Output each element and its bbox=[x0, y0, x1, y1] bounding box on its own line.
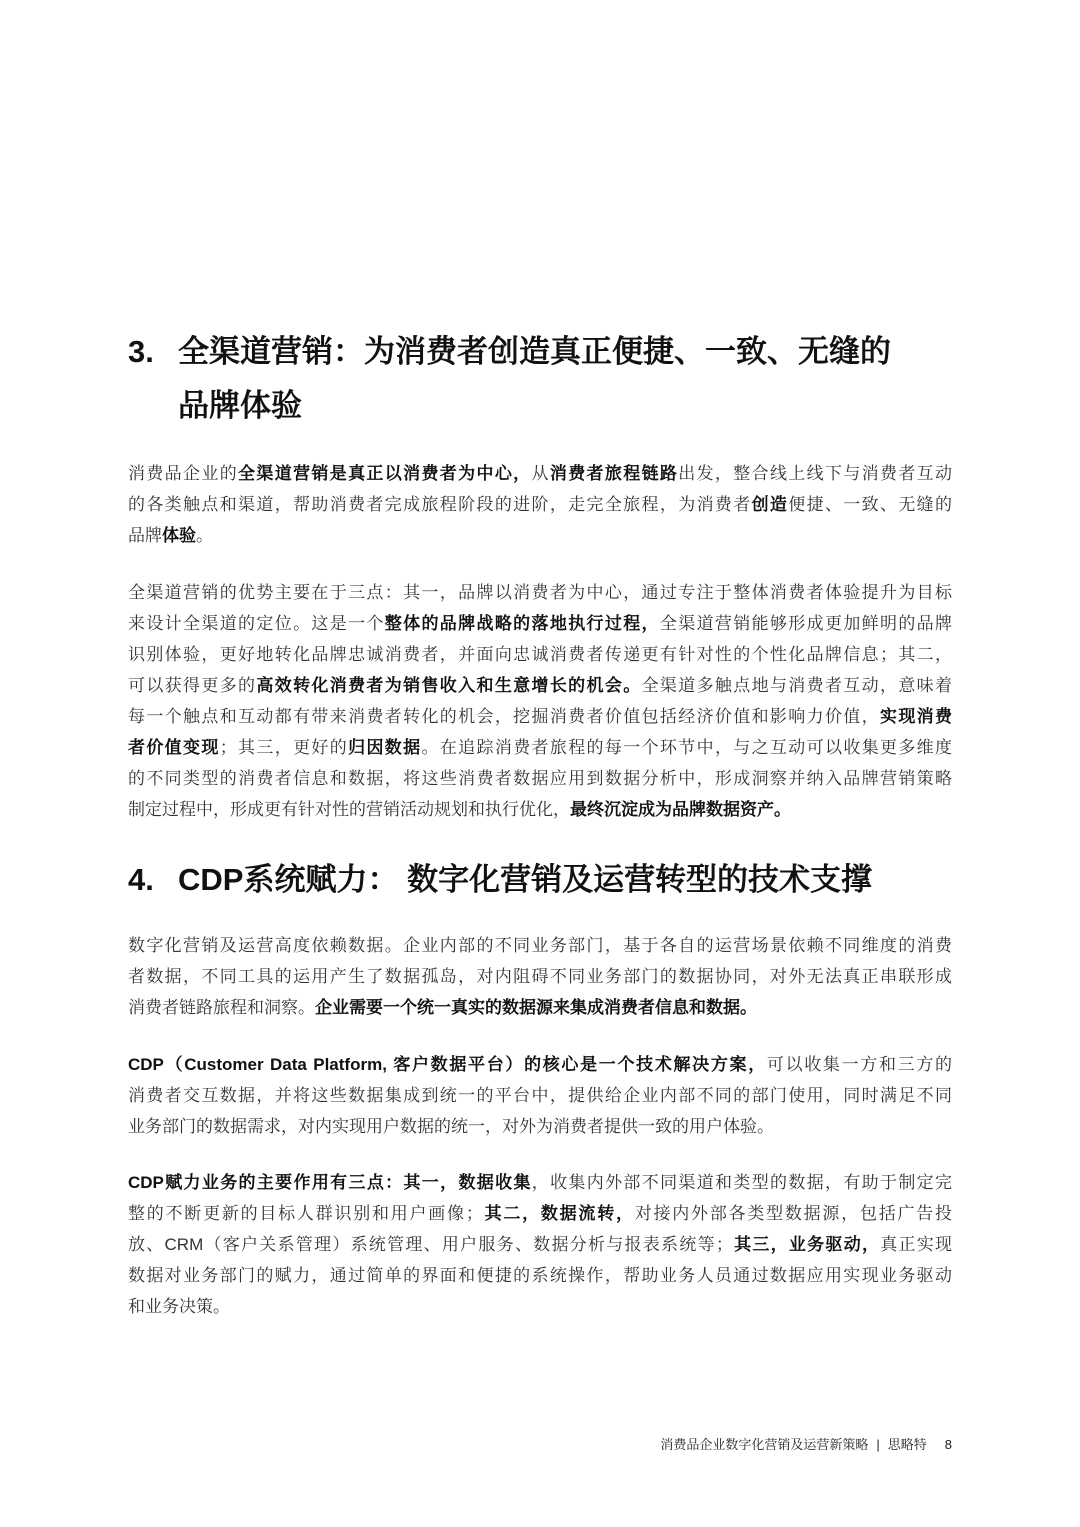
text: 全渠道营销能够形成更加鲜明的品牌 bbox=[659, 614, 953, 633]
text-line bbox=[128, 608, 952, 639]
paragraph-cdp-definition bbox=[128, 1049, 952, 1142]
bold-text: 归因数据 bbox=[348, 738, 422, 757]
bold-text: CDP（Customer Data Platform, 客户数据平台）的核心是一个技术解决方案， bbox=[128, 1055, 767, 1074]
text: 消费者交互数据，并将这些数据集成到统一的平台中，提供给企业内部不同的部门使用，同时满足不同 bbox=[128, 1086, 952, 1105]
bold-text: 其二，数据流转， bbox=[482, 1204, 635, 1223]
text: 者数据，不同工具的运用产生了数据孤岛，对内阻碍不同业务部门的数据协同，对外无法真正串联形成 bbox=[128, 967, 952, 986]
text-line bbox=[128, 961, 952, 992]
text-line bbox=[128, 794, 952, 825]
page-number: 8 bbox=[944, 1437, 952, 1452]
text: 的各类触点和渠道，帮助消费者完成旅程阶段的进阶，走完全旅程，为消费者 bbox=[128, 495, 752, 514]
bold-text: 者价值变现 bbox=[128, 738, 220, 757]
text: 。在追踪消费者旅程的每一个环节中，与之互动可以收集更多维度 bbox=[421, 738, 953, 757]
section-4-number: 4. bbox=[128, 862, 154, 897]
text: 业务部门的数据需求，对内实现用户数据的统一，对外为消费者提供一致的用户体验。 bbox=[128, 1117, 774, 1136]
bold-text: 实现消费 bbox=[879, 707, 953, 726]
text-line bbox=[128, 577, 952, 608]
bold-text: 最终沉淀成为品牌数据资产。 bbox=[570, 800, 791, 819]
text: ；其三，更好的 bbox=[219, 738, 349, 757]
paragraph-cdp-functions bbox=[128, 1167, 952, 1322]
bold-text: 高效转化消费者为销售收入和生意增长的机会。 bbox=[256, 676, 642, 695]
text-line bbox=[128, 992, 952, 1023]
bold-text: 消费者旅程链路 bbox=[549, 464, 679, 483]
text-line bbox=[128, 458, 952, 489]
text-line bbox=[128, 930, 952, 961]
bold-text: CDP赋力业务的主要作用有三点：其一，数据收集 bbox=[128, 1173, 532, 1192]
text: 。 bbox=[196, 526, 213, 545]
text: 数字化营销及运营高度依赖数据。企业内部的不同业务部门，基于各自的运营场景依赖不同维度的消费 bbox=[128, 936, 952, 955]
footer-separator: | bbox=[876, 1437, 880, 1452]
section-4-title: CDP系统赋力： 数字化营销及运营转型的技术支撑 bbox=[178, 862, 873, 897]
paragraph-omnichannel-intro bbox=[128, 458, 952, 551]
text-line bbox=[128, 489, 952, 520]
bold-text: 创造 bbox=[751, 495, 789, 514]
text: 的不同类型的消费者信息和数据，将这些消费者数据应用到数据分析中，形成洞察并纳入品牌营销策略 bbox=[128, 769, 952, 788]
text: 可以获得更多的 bbox=[128, 676, 257, 695]
section-3-heading-line2: 品牌体验 bbox=[178, 388, 302, 423]
section-3-title-line1: 全渠道营销：为消费者创造真正便捷、一致、无缝的 bbox=[178, 334, 891, 369]
text: 数据对业务部门的赋力，通过简单的界面和便捷的系统操作，帮助业务人员通过数据应用实现业务驱动 bbox=[128, 1266, 952, 1285]
text: 识别体验，更好地转化品牌忠诚消费者，并面向忠诚消费者传递更有针对性的个性化品牌信息；其二， bbox=[128, 645, 952, 664]
section-3-number: 3. bbox=[128, 334, 154, 369]
bold-text: 全渠道营销是真正以消费者为中心， bbox=[238, 464, 532, 483]
text-line bbox=[128, 701, 952, 732]
bold-text: 其三，业务驱动， bbox=[732, 1235, 881, 1254]
text: 便捷、一致、无缝的 bbox=[788, 495, 953, 514]
text-line bbox=[128, 1291, 952, 1322]
text: 整的不断更新的目标人群识别和用户画像； bbox=[128, 1204, 483, 1223]
text: 每一个触点和互动都有带来消费者转化的机会，挖掘消费者价值包括经济价值和影响力价值， bbox=[128, 707, 880, 726]
text: 全渠道多触点地与消费者互动，意味着 bbox=[641, 676, 953, 695]
text: 放、CRM（客户关系管理）系统管理、用户服务、数据分析与报表系统等； bbox=[128, 1235, 733, 1254]
text: 消费者链路旅程和洞察。 bbox=[128, 998, 315, 1017]
page-footer bbox=[660, 1434, 952, 1453]
footer-doc-title: 消费品企业数字化营销及运营新策略 bbox=[660, 1437, 869, 1452]
footer-publisher: 思略特 bbox=[887, 1437, 927, 1452]
text-line bbox=[128, 1260, 952, 1291]
text: 消费品企业的 bbox=[128, 464, 239, 483]
bold-text: 整体的品牌战略的落地执行过程， bbox=[384, 614, 660, 633]
text-line bbox=[128, 520, 952, 551]
text: 品牌 bbox=[128, 526, 162, 545]
text-line bbox=[128, 1167, 952, 1198]
text: 全渠道营销的优势主要在于三点：其一，品牌以消费者为中心，通过专注于整体消费者体验提升为目标 bbox=[128, 583, 952, 602]
text: 来设计全渠道的定位。这是一个 bbox=[128, 614, 385, 633]
text: 出发，整合线上线下与消费者互动 bbox=[678, 464, 953, 483]
text-line bbox=[128, 1229, 952, 1260]
text-line bbox=[128, 1111, 952, 1142]
section-3-heading bbox=[128, 332, 891, 372]
text: 从 bbox=[531, 464, 550, 483]
bold-text: 体验 bbox=[162, 526, 196, 545]
text: 真正实现 bbox=[880, 1235, 953, 1254]
text-line bbox=[128, 732, 952, 763]
text-line bbox=[128, 1080, 952, 1111]
text: 对接内外部各类型数据源，包括广告投 bbox=[634, 1204, 953, 1223]
text-line bbox=[128, 763, 952, 794]
text-line bbox=[128, 639, 952, 670]
section-4-heading bbox=[128, 860, 872, 900]
text: 可以收集一方和三方的 bbox=[766, 1055, 952, 1074]
text: ，收集内外部不同渠道和类型的数据，有助于制定完 bbox=[531, 1173, 952, 1192]
text: 和业务决策。 bbox=[128, 1297, 230, 1316]
text-line bbox=[128, 1198, 952, 1229]
text-line bbox=[128, 670, 952, 701]
paragraph-data-dependency bbox=[128, 930, 952, 1023]
text-line bbox=[128, 1049, 952, 1080]
text: 制定过程中，形成更有针对性的营销活动规划和执行优化， bbox=[128, 800, 570, 819]
bold-text: 企业需要一个统一真实的数据源来集成消费者信息和数据。 bbox=[315, 998, 757, 1017]
paragraph-omnichannel-advantages bbox=[128, 577, 952, 825]
